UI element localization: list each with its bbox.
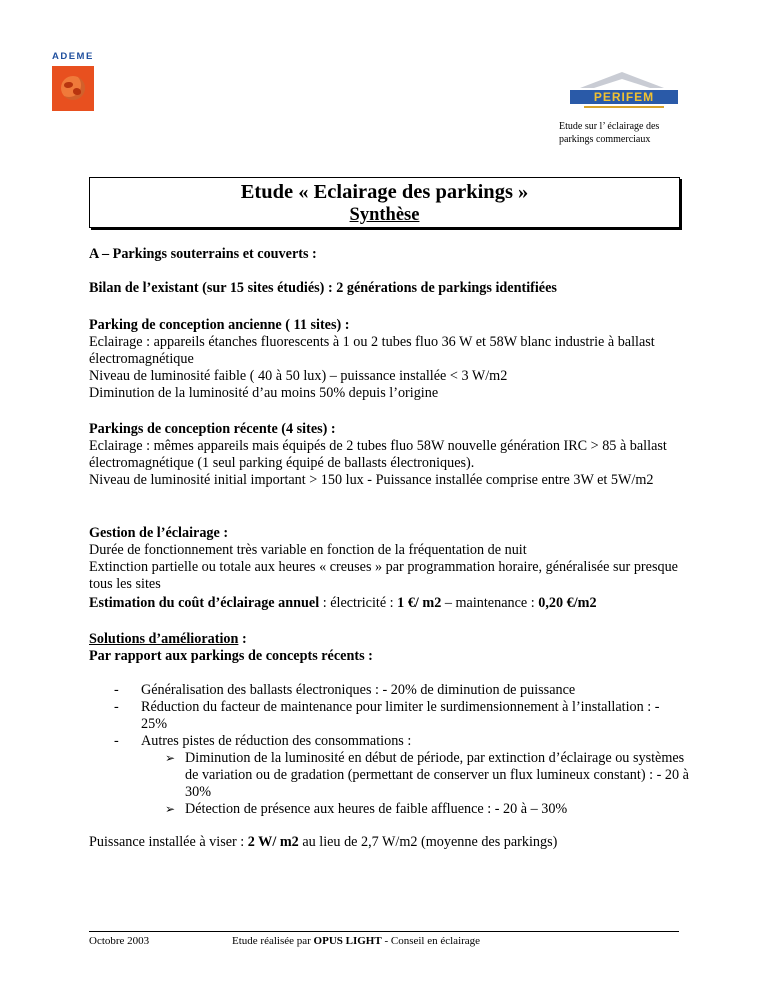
- perifem-logo-text: PERIFEM: [593, 90, 655, 104]
- header-note: Etude sur l’ éclairage des parkings commerciaux: [559, 121, 660, 145]
- ancienne-line-3: Diminution de la luminosité d’au moins 50% depuis l’origine: [89, 385, 439, 401]
- arrow-bullet-icon: ➢: [165, 751, 176, 765]
- list-item: ➢ Diminution de la luminosité en début de période, par extinction d’éclairage ou systèmes de variation ou de gradation (permettant de conserver un flux lumineux constant) : - 20 à 30%: [165, 750, 689, 800]
- title-box: [89, 177, 680, 228]
- cost-estimation-label: Estimation du coût d’éclairage annuel: [89, 595, 320, 611]
- maintenance-cost: 0,20 €/m2: [538, 595, 597, 611]
- dash-bullet: -: [114, 682, 119, 698]
- ancienne-line-2: Niveau de luminosité faible ( 40 à 50 lux) – puissance installée < 3 W/m2: [89, 368, 508, 384]
- electricity-cost: 1 €/ m2: [397, 595, 442, 611]
- ancienne-line-1: Eclairage : appareils étanches fluorescents à 1 ou 2 tubes fluo 36 W et 58W blanc industrie à ballast électromagnétique: [89, 334, 655, 367]
- list-item: - Autres pistes de réduction des consommations : ➢ Diminution de la luminosité en début de période, par extinction d’éclairage ou systèmes de variation ou de gradation (permettant de conserver un flux lumineux constant) : - 20 à 30% ➢ Détection de présence aux heures de faible affluence : - 20 à – 30%: [89, 733, 689, 818]
- dash-bullet: -: [114, 699, 119, 715]
- bilan-heading: Bilan de l’existant (sur 15 sites étudiés) : 2 générations de parkings identifiées: [89, 280, 557, 296]
- page-title: Etude « Eclairage des parkings »: [240, 181, 529, 203]
- solutions-subheading: Par rapport aux parkings de concepts récents :: [89, 648, 373, 664]
- solutions-list: [89, 682, 689, 818]
- target-power-value: 2 W/ m2: [247, 834, 299, 850]
- footer-date: Octobre 2003: [89, 935, 150, 947]
- footer-divider: [89, 931, 679, 932]
- ademe-logo-text: ADEME: [52, 51, 94, 62]
- footer-company: OPUS LIGHT: [313, 935, 382, 947]
- list-item: - Généralisation des ballasts électroniques : - 20% de diminution de puissance: [114, 682, 576, 698]
- solutions-heading: Solutions d’amélioration :: [89, 631, 247, 647]
- gestion-heading: Gestion de l’éclairage :: [89, 525, 229, 541]
- page-subtitle: Synthèse: [349, 205, 420, 225]
- section-a-heading: A – Parkings souterrains et couverts :: [89, 246, 317, 262]
- dash-bullet: -: [114, 733, 119, 749]
- list-item: - Réduction du facteur de maintenance pour limiter le surdimensionnement à l’installation : - 25%: [114, 699, 660, 732]
- ademe-logo-emblem: [52, 66, 94, 111]
- recente-line-2: Niveau de luminosité initial important > 150 lux - Puissance installée comprise entre 3W et 5W/m2: [89, 472, 654, 488]
- arrow-bullet-icon: ➢: [165, 802, 176, 816]
- footer-credit: Etude réalisée par OPUS LIGHT - Conseil en éclairage: [232, 935, 481, 947]
- gestion-line-1: Durée de fonctionnement très variable en fonction de la fréquentation de nuit: [89, 542, 527, 558]
- perifem-logo: [570, 72, 678, 112]
- globe-icon: [61, 76, 85, 100]
- ademe-logo: [52, 52, 94, 111]
- ancienne-heading: Parking de conception ancienne ( 11 sites) :: [89, 317, 350, 333]
- list-item: ➢ Détection de présence aux heures de faible affluence : - 20 à – 30%: [165, 801, 568, 817]
- cost-estimation: Estimation du coût d’éclairage annuel : électricité : 1 €/ m2 – maintenance : 0,20 €/m2: [89, 595, 597, 611]
- recente-heading: Parkings de conception récente (4 sites) :: [89, 421, 336, 437]
- sub-list: [141, 750, 689, 818]
- recente-line-1: Eclairage : mêmes appareils mais équipés de 2 tubes fluo 58W nouvelle génération IRC > 85 à ballast électromagnétique (1 seul parking équipé de ballasts électroniques).: [89, 438, 667, 471]
- target-power: Puissance installée à viser : 2 W/ m2 au lieu de 2,7 W/m2 (moyenne des parkings): [89, 834, 558, 850]
- gestion-line-2: Extinction partielle ou totale aux heures « creuses » par programmation horaire, généralisée sur presque tous les sites: [89, 559, 678, 592]
